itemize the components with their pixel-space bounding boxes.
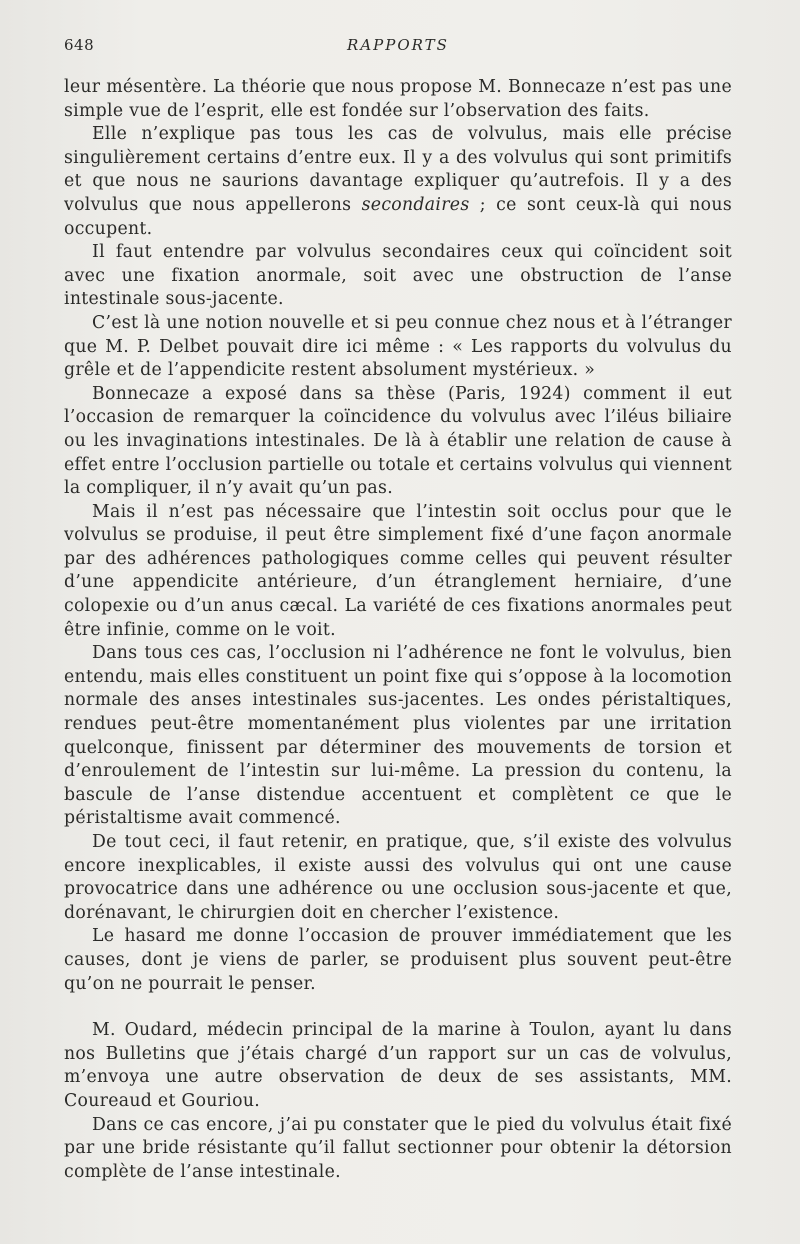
paragraph-mesentere-continuation: leur mésentère. La théorie que nous propose M. Bonnecaze n’est pas une simple vue de l’esprit, elle est fondée sur l’observation des faits. bbox=[64, 77, 732, 121]
paragraph-conclusion-pratique: De tout ceci, il faut retenir, en pratique, que, s’il existe des volvulus encore inexplicables, il existe aussi des volvulus qui ont une cause provocatrice dans une adhérence ou une occlusion sous-jacente et que, dorénavant, le chirurgien doit en chercher l’existence. bbox=[64, 832, 732, 923]
emphasis-secondaires: secondaires bbox=[361, 194, 470, 215]
paragraph-mecanisme: Dans tous ces cas, l’occlusion ni l’adhérence ne font le volvulus, bien entendu, mais elles constituent un point fixe qui s’oppose à la locomotion normale des anses intestinales sus-jacentes. Les ondes péristaltiques, rendues peut-être momentanément plus violentes par une irritation quelconque, finissent par déterminer des mouvements de torsion et d’enroulement de l’intestin sur lui-même. La pression du contenu, la bascule de l’anse distendue accentuent et complètent ce que le péristaltisme avait commencé. bbox=[64, 643, 732, 829]
page-header bbox=[64, 36, 732, 56]
paragraph-text-start: Elle n’explique pas tous les cas de volvulus, mais elle précise singulièrement certains d’entre eux. Il y a des volvulus qui sont primitifs et que nous ne saurions davantage expliquer qu’autrefois. Il y a des volvulus que nous appellerons bbox=[64, 124, 732, 215]
body-text bbox=[64, 76, 732, 1184]
paragraph-text-end: ; ce sont ceux-là qui nous occupent. bbox=[64, 194, 732, 239]
page-number: 648 bbox=[64, 36, 95, 54]
paragraph-fixation-anormale: Mais il n’est pas nécessaire que l’intestin soit occlus pour que le volvulus se produise, il peut être simplement fixé d’une façon anormale par des adhérences pathologiques comme celles qui peuvent résulter d’une appendicite antérieure, d’un étranglement herniaire, d’une colopexie ou d’un anus cæcal. La variété de ces fixations anormales peut être infinie, comme on le voit. bbox=[64, 501, 732, 640]
paragraph-hasard: Le hasard me donne l’occasion de prouver immédiatement que les causes, dont je viens de parler, se produisent plus souvent peut-être qu’on ne pourrait le penser. bbox=[64, 926, 732, 994]
running-title: RAPPORTS bbox=[347, 36, 449, 54]
paragraph-notion-nouvelle: C’est là une notion nouvelle et si peu connue chez nous et à l’étranger que M. P. Delbet pouvait dire ici même : « Les rapports du volvulus du grêle et de l’appendicite restent absolument mystérieux. » bbox=[64, 312, 732, 381]
paragraph-bride: Dans ce cas encore, j’ai pu constater que le pied du volvulus était fixé par une bride résistante qu’il fallut sectionner pour obtenir la détorsion complète de l’anse intestinale. bbox=[64, 1114, 732, 1182]
paragraph-oudard: M. Oudard, médecin principal de la marine à Toulon, ayant lu dans nos Bulletins que j’étais chargé d’un rapport sur un cas de volvulus, m’envoya une autre observation de deux de ses assistants, MM. Coureaud et Gouriou. bbox=[64, 1020, 732, 1111]
paragraph-definition: Il faut entendre par volvulus secondaires ceux qui coïncident soit avec une fixation anormale, soit avec une obstruction de l’anse intestinale sous-jacente. bbox=[64, 242, 732, 310]
paragraph-bonnecaze-these: Bonnecaze a exposé dans sa thèse (Paris, 1924) comment il eut l’occasion de remarquer la coïncidence du volvulus avec l’iléus biliaire ou les invaginations intestinales. De là à établir une relation de cause à effet entre l’occlusion partielle ou totale et certains volvulus qui viennent la compliquer, il n’y avait qu’un pas. bbox=[64, 383, 732, 499]
paragraph-volvulus-secondaires bbox=[64, 123, 732, 241]
